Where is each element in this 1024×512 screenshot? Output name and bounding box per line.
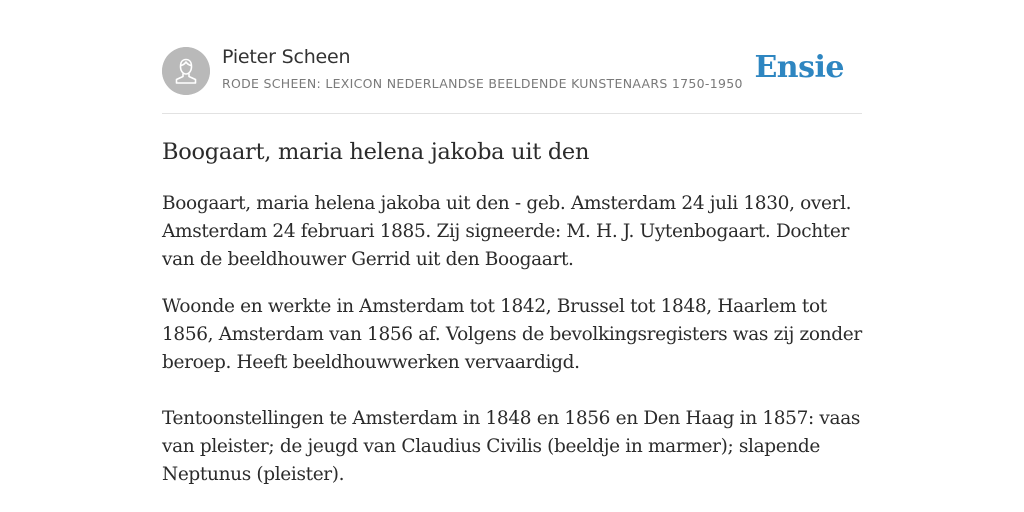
author-avatar[interactable]: [162, 47, 210, 95]
entry-title: Boogaart, maria helena jakoba uit den: [162, 139, 590, 165]
source-title[interactable]: RODE SCHEEN: LEXICON NEDERLANDSE BEELDENDE KUNSTENAARS 1750-1950: [222, 76, 743, 91]
entry-paragraph: Tentoonstellingen te Amsterdam in 1848 en 1856 en Den Haag in 1857: vaas van pleister; de jeugd van Claudius Civilis (beeldje in marmer); slapende Neptunus (pleister).: [162, 408, 861, 485]
article-header: [162, 46, 862, 96]
author-name[interactable]: Pieter Scheen: [222, 46, 351, 68]
entry-paragraph: Woonde en werkte in Amsterdam tot 1842, Brussel tot 1848, Haarlem tot 1856, Amsterdam van 1856 af. Volgens de bevolkingsregisters was zij zonder beroep. Heeft beeldhouwwerken vervaardigd.: [162, 296, 862, 373]
ensie-logo[interactable]: Ensie: [754, 50, 844, 85]
header-divider: [162, 113, 862, 114]
entry-paragraph: Boogaart, maria helena jakoba uit den - geb. Amsterdam 24 juli 1830, overl. Amsterdam 24 februari 1885. Zij signeerde: M. H. J. Uytenbogaart. Dochter van de beeldhouwer Gerrid uit den Boogaart.: [162, 193, 852, 270]
entry-body: [162, 190, 862, 489]
user-avatar-icon: [162, 47, 210, 95]
